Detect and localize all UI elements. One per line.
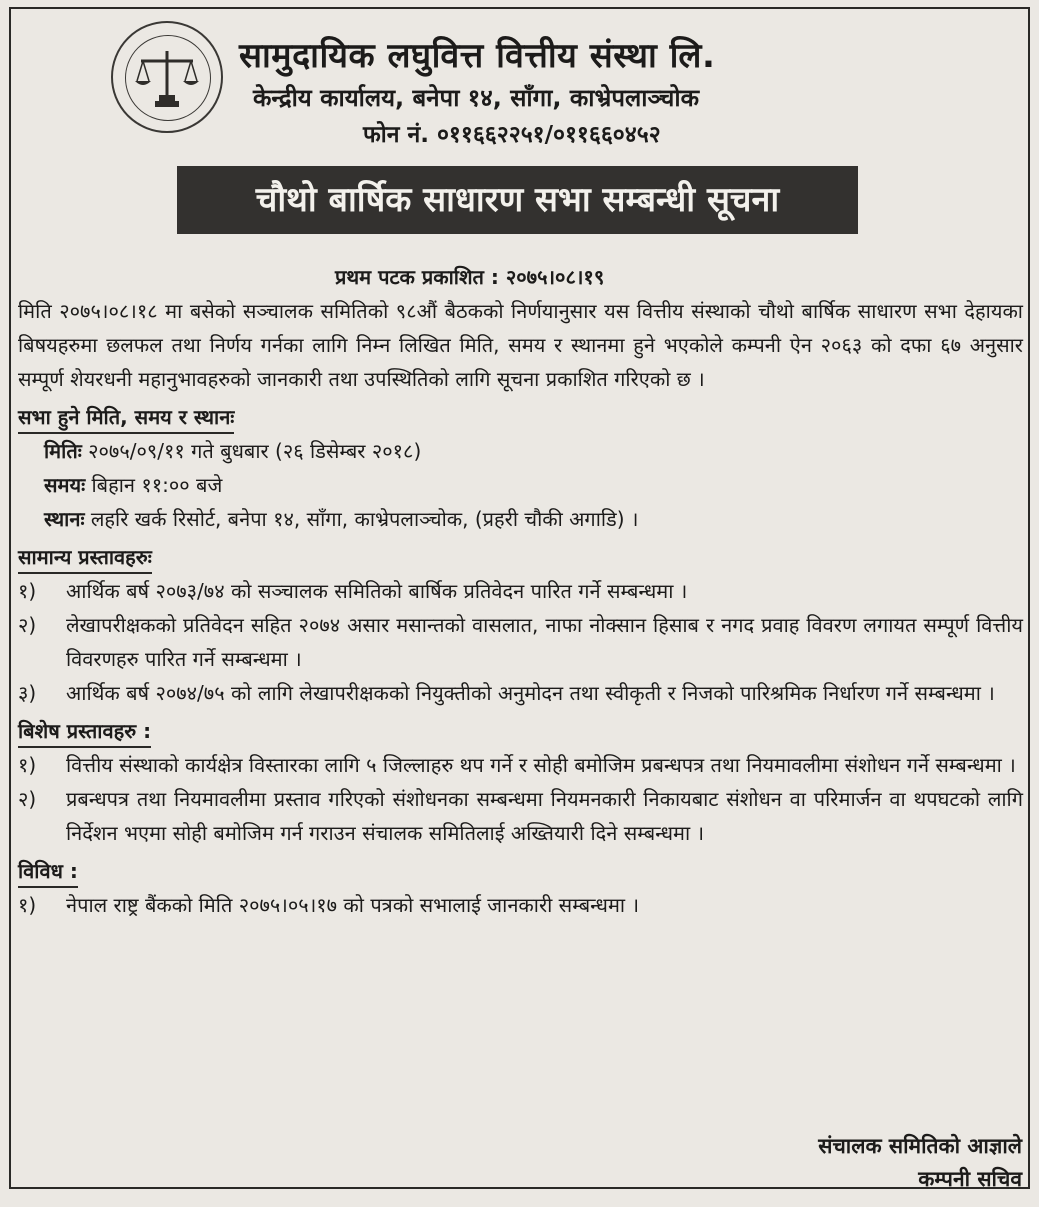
misc-heading: विविध :: [18, 856, 78, 888]
item-text: प्रबन्धपत्र तथा नियमावलीमा प्रस्ताव गरिएको संशोधनका सम्बन्धमा नियमनकारी निकायबाट संशोधन वा परिमार्जन वा थपघटको लागि निर्देशन भएमा सोही बमोजिम गर्न गराउन संचालक समितिलाई अख्तियारी दिने सम्बन्धमा ।: [66, 787, 1023, 845]
signature-block: [818, 1130, 1022, 1196]
org-phone: फोन नं. ०११६६२२५१/०११६६०४५२: [363, 122, 661, 148]
meeting-date-label: मितिः: [44, 439, 82, 463]
list-item: [18, 574, 1023, 608]
item-number: १): [18, 579, 37, 603]
org-name: सामुदायिक लघुवित्त वित्तीय संस्था लि.: [239, 36, 716, 76]
list-item: [18, 676, 1023, 710]
meeting-time: [18, 468, 1023, 502]
notice-frame: [9, 7, 1030, 1189]
meeting-place: [18, 502, 1023, 536]
meeting-place-label: स्थानः: [44, 507, 85, 531]
signature-line-2: कम्पनी सचिव: [918, 1167, 1022, 1191]
item-text: आर्थिक बर्ष २०७४/७५ को लागि लेखापरीक्षकको नियुक्तीको अनुमोदन तथा स्वीकृती र निजको पारिश्रमिक निर्धारण गर्ने सम्बन्धमा ।: [66, 681, 995, 705]
list-item: [18, 748, 1023, 782]
meeting-date-value: २०७५/०९/११ गते बुधबार (२६ डिसेम्बर २०१८): [81, 439, 422, 463]
notice-body: [18, 294, 1023, 922]
item-text: नेपाल राष्ट्र बैंकको मिति २०७५।०५।१७ को पत्रको सभालाई जानकारी सम्बन्धमा ।: [66, 893, 640, 917]
item-text: लेखापरीक्षकको प्रतिवेदन सहित २०७४ असार मसान्तको वासलात, नाफा नोक्सान हिसाब र नगद प्रवाह विवरण लगायत सम्पूर्ण वित्तीय विवरणहरु पारित गर्ने सम्बन्धमा ।: [66, 613, 1023, 671]
meeting-time-label: समयः: [44, 473, 86, 497]
meeting-place-value: लहरि खर्क रिसोर्ट, बनेपा १४, साँगा, काभ्रेपलाञ्चोक, (प्रहरी चौकी अगाडि) ।: [84, 507, 639, 531]
special-proposals-heading: बिशेष प्रस्तावहरु :: [18, 716, 151, 748]
item-number: २): [18, 787, 37, 811]
item-text: वित्तीय संस्थाको कार्यक्षेत्र विस्तारका लागि ५ जिल्लाहरु थप गर्ने र सोही बमोजिम प्रबन्धपत्र तथा नियमावलीमा संशोधन गर्ने सम्बन्धमा ।: [66, 753, 1016, 777]
list-item: [18, 608, 1023, 676]
item-number: ३): [18, 681, 37, 705]
org-address: केन्द्रीय कार्यालय, बनेपा १४, साँगा, काभ्रेपलाञ्चोक: [253, 84, 700, 112]
item-number: २): [18, 613, 37, 637]
meeting-heading: सभा हुने मिति, समय र स्थानः: [18, 402, 234, 434]
notice-title: चौथो बार्षिक साधारण सभा सम्बन्धी सूचना: [177, 166, 858, 234]
published-date: प्रथम पटक प्रकाशित : २०७५।०८।१९: [335, 265, 605, 289]
general-proposals-heading: सामान्य प्रस्तावहरुः: [18, 542, 152, 574]
meeting-date: [18, 434, 1023, 468]
intro-paragraph: मिति २०७५।०८।१८ मा बसेको सञ्चालक समितिको ९८औं बैठकको निर्णयानुसार यस वित्तीय संस्थाको चौथो बार्षिक साधारण सभा देहायका बिषयहरुमा छलफल तथा निर्णय गर्नका लागि निम्न लिखित मिति, समय र स्थानमा हुने भएकोले कम्पनी ऐन २०६३ को दफा ६७ अनुसार सम्पूर्ण शेयरधनी महानुभावहरुको जानकारी तथा उपस्थितिको लागि सूचना प्रकाशित गरिएको छ ।: [18, 299, 1023, 391]
list-item: [18, 782, 1023, 850]
item-number: १): [18, 893, 37, 917]
list-item: [18, 888, 1023, 922]
scales-of-justice-seal-icon: [111, 21, 223, 133]
item-text: आर्थिक बर्ष २०७३/७४ को सञ्चालक समितिको बार्षिक प्रतिवेदन पारित गर्ने सम्बन्धमा ।: [66, 579, 688, 603]
signature-line-1: संचालक समितिको आज्ञाले: [818, 1134, 1022, 1158]
item-number: १): [18, 753, 37, 777]
notice-header: [11, 9, 1028, 159]
meeting-time-value: बिहान ११:०० बजे: [85, 473, 223, 497]
